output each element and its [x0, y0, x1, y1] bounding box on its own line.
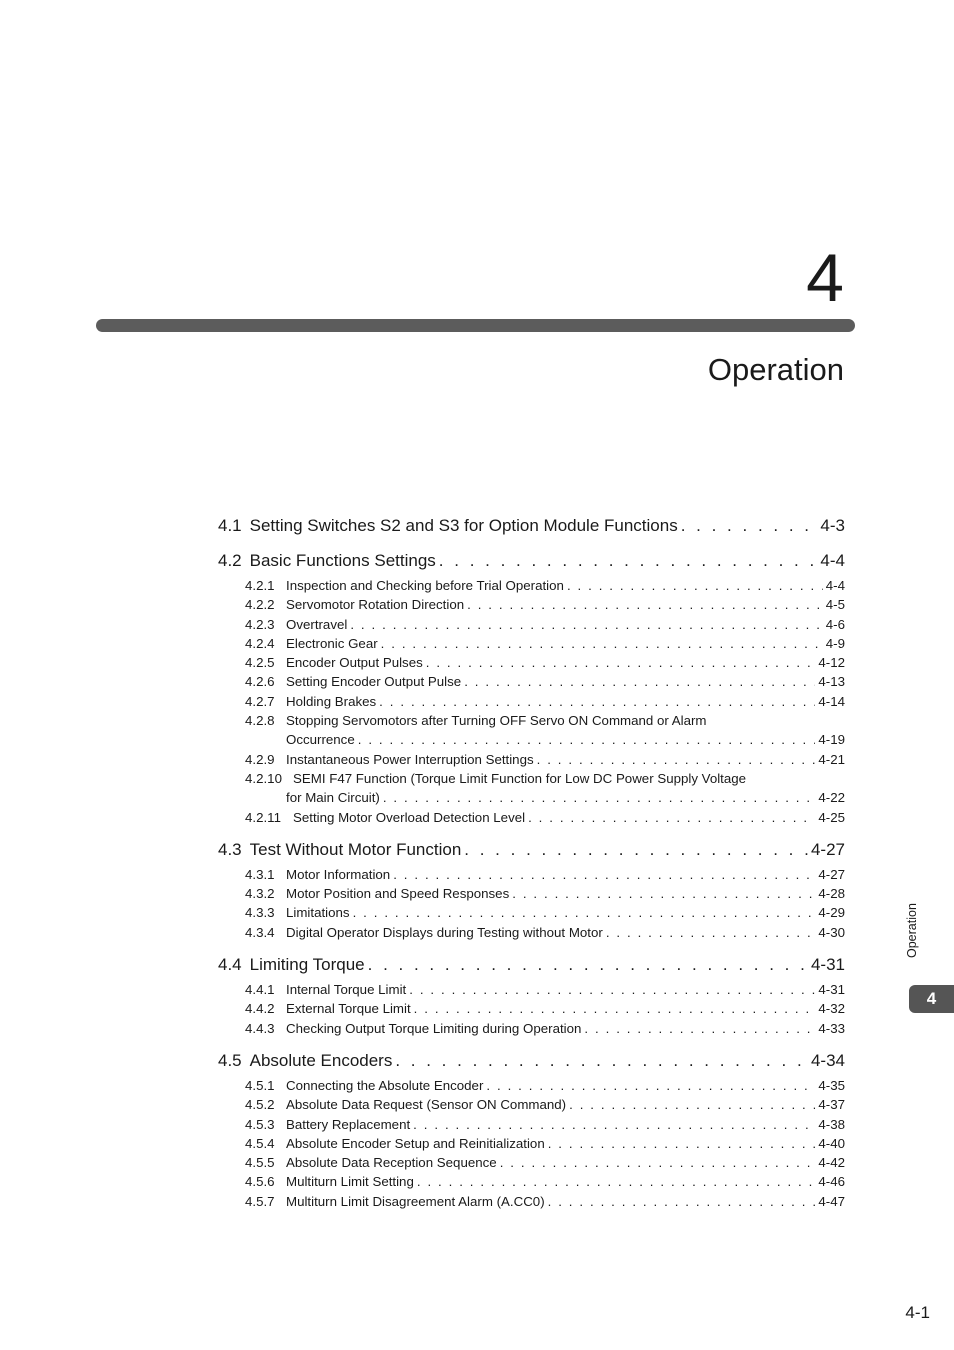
toc-subentry-title: Multiturn Limit Disagreement Alarm (A.CC0) — [286, 1193, 545, 1209]
toc-subentry-page: 4-22 — [818, 790, 845, 806]
toc-entry-title: Setting Switches S2 and S3 for Option Module Functions — [249, 516, 678, 535]
toc-leader-dots — [464, 838, 808, 862]
toc-subentry[interactable] — [218, 1019, 845, 1038]
toc-leader-dots — [464, 672, 815, 691]
toc-leader-dots — [584, 1019, 815, 1038]
toc-subentry-page: 4-30 — [818, 924, 845, 940]
toc-leader-dots — [500, 1153, 816, 1172]
toc-subentry-title: Digital Operator Displays during Testing without Motor — [286, 924, 603, 940]
toc-subentry-number: 4.2.7 — [245, 693, 275, 709]
toc-subentry-number: 4.5.3 — [245, 1116, 275, 1132]
toc-entry-number: 4.2 — [218, 551, 242, 570]
toc-subentry-number: 4.3.1 — [245, 866, 275, 882]
toc-subentry[interactable] — [218, 576, 845, 595]
toc-subentry[interactable] — [218, 634, 845, 653]
toc-subentry-title: Motor Position and Speed Responses — [286, 886, 510, 902]
toc-entry[interactable] — [218, 953, 845, 977]
toc-subentry[interactable] — [218, 672, 845, 691]
toc-subentry-page: 4-13 — [818, 674, 845, 690]
toc-leader-dots — [426, 653, 816, 672]
toc-subentry-title: Stopping Servomotors after Turning OFF Servo ON Command or Alarm — [286, 713, 707, 729]
toc-subentry-page: 4-27 — [818, 866, 845, 882]
toc-entry-number: 4.1 — [218, 516, 242, 535]
toc-subentry-number: 4.3.3 — [245, 905, 275, 921]
toc-subentry-title: Absolute Data Reception Sequence — [286, 1155, 497, 1171]
toc-subentry-title: Battery Replacement — [286, 1116, 411, 1132]
toc-subentry-page: 4-5 — [825, 597, 845, 613]
toc-subentry[interactable] — [218, 884, 845, 903]
toc-subentry-number: 4.5.6 — [245, 1174, 275, 1190]
toc-leader-dots — [567, 576, 823, 595]
toc-subentry-title: Overtravel — [286, 616, 348, 632]
toc-leader-dots — [537, 750, 816, 769]
toc-subentry-title: Setting Encoder Output Pulse — [286, 674, 462, 690]
toc-subentry-continuation[interactable] — [218, 730, 845, 749]
toc-leader-dots — [486, 1076, 815, 1095]
toc-subentry[interactable] — [218, 750, 845, 769]
toc-subentry-number: 4.3.2 — [245, 886, 275, 902]
toc-leader-dots — [395, 1049, 808, 1073]
toc-subentry[interactable] — [218, 1134, 845, 1153]
toc-entry-page: 4-31 — [810, 955, 845, 975]
toc-subentry-title: Internal Torque Limit — [286, 982, 407, 998]
toc-leader-dots — [528, 808, 815, 827]
toc-subentry-page: 4-9 — [825, 635, 845, 651]
toc-leader-dots — [350, 615, 822, 634]
toc-subentry-title: Checking Output Torque Limiting during Operation — [286, 1020, 582, 1036]
toc-leader-dots — [353, 903, 816, 922]
toc-subentry[interactable] — [218, 1172, 845, 1191]
toc-leader-dots — [358, 730, 816, 749]
toc-subentry-number: 4.3.4 — [245, 924, 275, 940]
toc-subentry-title: SEMI F47 Function (Torque Limit Function for Low DC Power Supply Voltage — [293, 770, 747, 786]
toc-leader-dots — [439, 549, 818, 573]
toc-subentry-continuation[interactable] — [218, 788, 845, 807]
toc-leader-dots — [379, 692, 815, 711]
toc-subentry[interactable] — [218, 865, 845, 884]
toc-subentry-number: 4.5.7 — [245, 1193, 275, 1209]
toc-subentry-number: 4.2.3 — [245, 616, 275, 632]
toc-subentry-number: 4.2.10 — [245, 770, 282, 786]
toc-subentry-title: Multiturn Limit Setting — [286, 1174, 414, 1190]
toc-entry-title: Absolute Encoders — [249, 1050, 393, 1070]
toc-subentry-title-cont: Occurrence — [286, 732, 355, 748]
chapter-divider-bar — [96, 319, 855, 332]
toc-subentry-page: 4-38 — [818, 1116, 845, 1132]
toc-subentry[interactable] — [218, 980, 845, 999]
toc-section — [218, 953, 845, 1038]
toc-subentry[interactable] — [218, 692, 845, 711]
table-of-contents — [218, 514, 845, 1222]
toc-subentry-title: Absolute Data Request (Sensor ON Command) — [286, 1097, 567, 1113]
toc-subentry[interactable] — [218, 1115, 845, 1134]
toc-subentry[interactable] — [218, 615, 845, 634]
toc-subentry[interactable] — [218, 653, 845, 672]
toc-subentry[interactable] — [218, 711, 845, 730]
toc-subentry-number: 4.5.5 — [245, 1155, 275, 1171]
toc-subentry-page: 4-25 — [818, 809, 845, 825]
toc-subentry-number: 4.2.9 — [245, 751, 275, 767]
toc-subentry-page: 4-35 — [818, 1077, 845, 1093]
toc-subentry-number: 4.5.2 — [245, 1097, 275, 1113]
chapter-title: Operation — [707, 352, 844, 387]
toc-entry-page: 4-27 — [810, 839, 845, 859]
chapter-number: 4 — [806, 240, 844, 316]
toc-subentry-number: 4.2.2 — [245, 597, 275, 613]
toc-subentry-page: 4-19 — [818, 732, 845, 748]
toc-subentry-number: 4.4.3 — [245, 1020, 275, 1036]
toc-subentry-number: 4.5.1 — [245, 1077, 275, 1093]
toc-subentry-number: 4.4.1 — [245, 982, 275, 998]
toc-subentry[interactable] — [218, 903, 845, 922]
toc-subentry-title: Electronic Gear — [286, 635, 378, 651]
toc-subentry-page: 4-33 — [818, 1020, 845, 1036]
toc-subentry-title: Instantaneous Power Interruption Settings — [286, 751, 534, 767]
toc-subentry-number: 4.2.8 — [245, 713, 275, 729]
toc-subentry-title: Inspection and Checking before Trial Operation — [286, 578, 564, 593]
toc-subentry[interactable] — [218, 808, 845, 827]
toc-leader-dots — [569, 1095, 815, 1114]
toc-subentry-title: Setting Motor Overload Detection Level — [293, 809, 526, 825]
toc-section — [218, 1049, 845, 1211]
toc-leader-dots — [383, 788, 816, 807]
toc-leader-dots — [409, 980, 815, 999]
toc-subentry-page: 4-21 — [818, 751, 845, 767]
toc-entry[interactable] — [218, 514, 845, 538]
toc-entry-page: 4-34 — [810, 1050, 845, 1070]
toc-entry-title: Limiting Torque — [249, 955, 365, 975]
toc-subentry-number: 4.2.1 — [245, 578, 275, 593]
toc-subentry-number: 4.5.4 — [245, 1135, 275, 1151]
toc-leader-dots — [414, 999, 816, 1018]
toc-leader-dots — [606, 923, 816, 942]
toc-leader-dots — [512, 884, 815, 903]
toc-subentry[interactable] — [218, 769, 845, 788]
toc-subentry-page: 4-12 — [818, 655, 845, 671]
toc-subentry-number: 4.2.5 — [245, 655, 275, 671]
toc-subentry-page: 4-4 — [825, 578, 845, 593]
toc-entry-number: 4.5 — [218, 1050, 242, 1070]
toc-subentry-page: 4-37 — [818, 1097, 845, 1113]
toc-entry-title: Test Without Motor Function — [249, 839, 462, 859]
toc-subentry-page: 4-40 — [818, 1135, 845, 1151]
toc-subentry-title-cont: for Main Circuit) — [286, 790, 380, 806]
toc-subentry-number: 4.2.11 — [245, 809, 281, 825]
toc-entry-number: 4.3 — [218, 839, 242, 859]
toc-entry-page: 4-4 — [820, 551, 845, 570]
toc-entry-page: 4-3 — [820, 516, 845, 535]
toc-leader-dots — [368, 953, 808, 977]
toc-subentry-title: Holding Brakes — [286, 693, 377, 709]
toc-subentry[interactable] — [218, 923, 845, 942]
toc-subentry-title: Servomotor Rotation Direction — [286, 597, 465, 613]
toc-section — [218, 549, 845, 827]
toc-subentry-page: 4-46 — [818, 1174, 845, 1190]
toc-entry-number: 4.4 — [218, 955, 242, 975]
page-number: 4-1 — [905, 1303, 930, 1322]
toc-subentry-page: 4-29 — [818, 905, 845, 921]
toc-leader-dots — [381, 634, 823, 653]
toc-subentry-number: 4.2.6 — [245, 674, 275, 690]
toc-leader-dots — [548, 1134, 816, 1153]
toc-entry[interactable] — [218, 838, 845, 862]
toc-subentry-page: 4-47 — [818, 1193, 845, 1209]
toc-subentry[interactable] — [218, 1192, 845, 1211]
toc-entry[interactable] — [218, 1049, 845, 1073]
toc-entry-title: Basic Functions Settings — [249, 551, 436, 570]
toc-subentry-title: External Torque Limit — [286, 1001, 411, 1017]
toc-subentry-page: 4-6 — [825, 616, 845, 632]
toc-subentry-title: Absolute Encoder Setup and Reinitialization — [286, 1135, 545, 1151]
toc-subentry[interactable] — [218, 1076, 845, 1095]
toc-leader-dots — [417, 1172, 816, 1191]
toc-subentry-page: 4-42 — [818, 1155, 845, 1171]
toc-subentry[interactable] — [218, 595, 845, 614]
side-section-label: Operation — [905, 903, 919, 958]
toc-leader-dots — [548, 1192, 816, 1211]
toc-subentry-page: 4-32 — [818, 1001, 845, 1017]
toc-section — [218, 838, 845, 942]
toc-subentry-page: 4-28 — [818, 886, 845, 902]
toc-subentry-page: 4-14 — [818, 693, 845, 709]
toc-subentry-number: 4.4.2 — [245, 1001, 275, 1017]
toc-subentry-title: Connecting the Absolute Encoder — [286, 1077, 484, 1093]
toc-subentry-title: Encoder Output Pulses — [286, 655, 423, 671]
toc-leader-dots — [681, 514, 818, 538]
toc-subentry-page: 4-31 — [818, 982, 845, 998]
toc-subentry[interactable] — [218, 999, 845, 1018]
chapter-tab[interactable]: 4 — [909, 985, 954, 1013]
toc-subentry[interactable] — [218, 1153, 845, 1172]
toc-leader-dots — [393, 865, 815, 884]
toc-subentry-title: Limitations — [286, 905, 350, 921]
toc-section — [218, 514, 845, 538]
toc-subentry-title: Motor Information — [286, 866, 391, 882]
toc-entry[interactable] — [218, 549, 845, 573]
toc-subentry[interactable] — [218, 1095, 845, 1114]
toc-leader-dots — [413, 1115, 815, 1134]
toc-subentry-number: 4.2.4 — [245, 635, 275, 651]
toc-leader-dots — [467, 595, 823, 614]
